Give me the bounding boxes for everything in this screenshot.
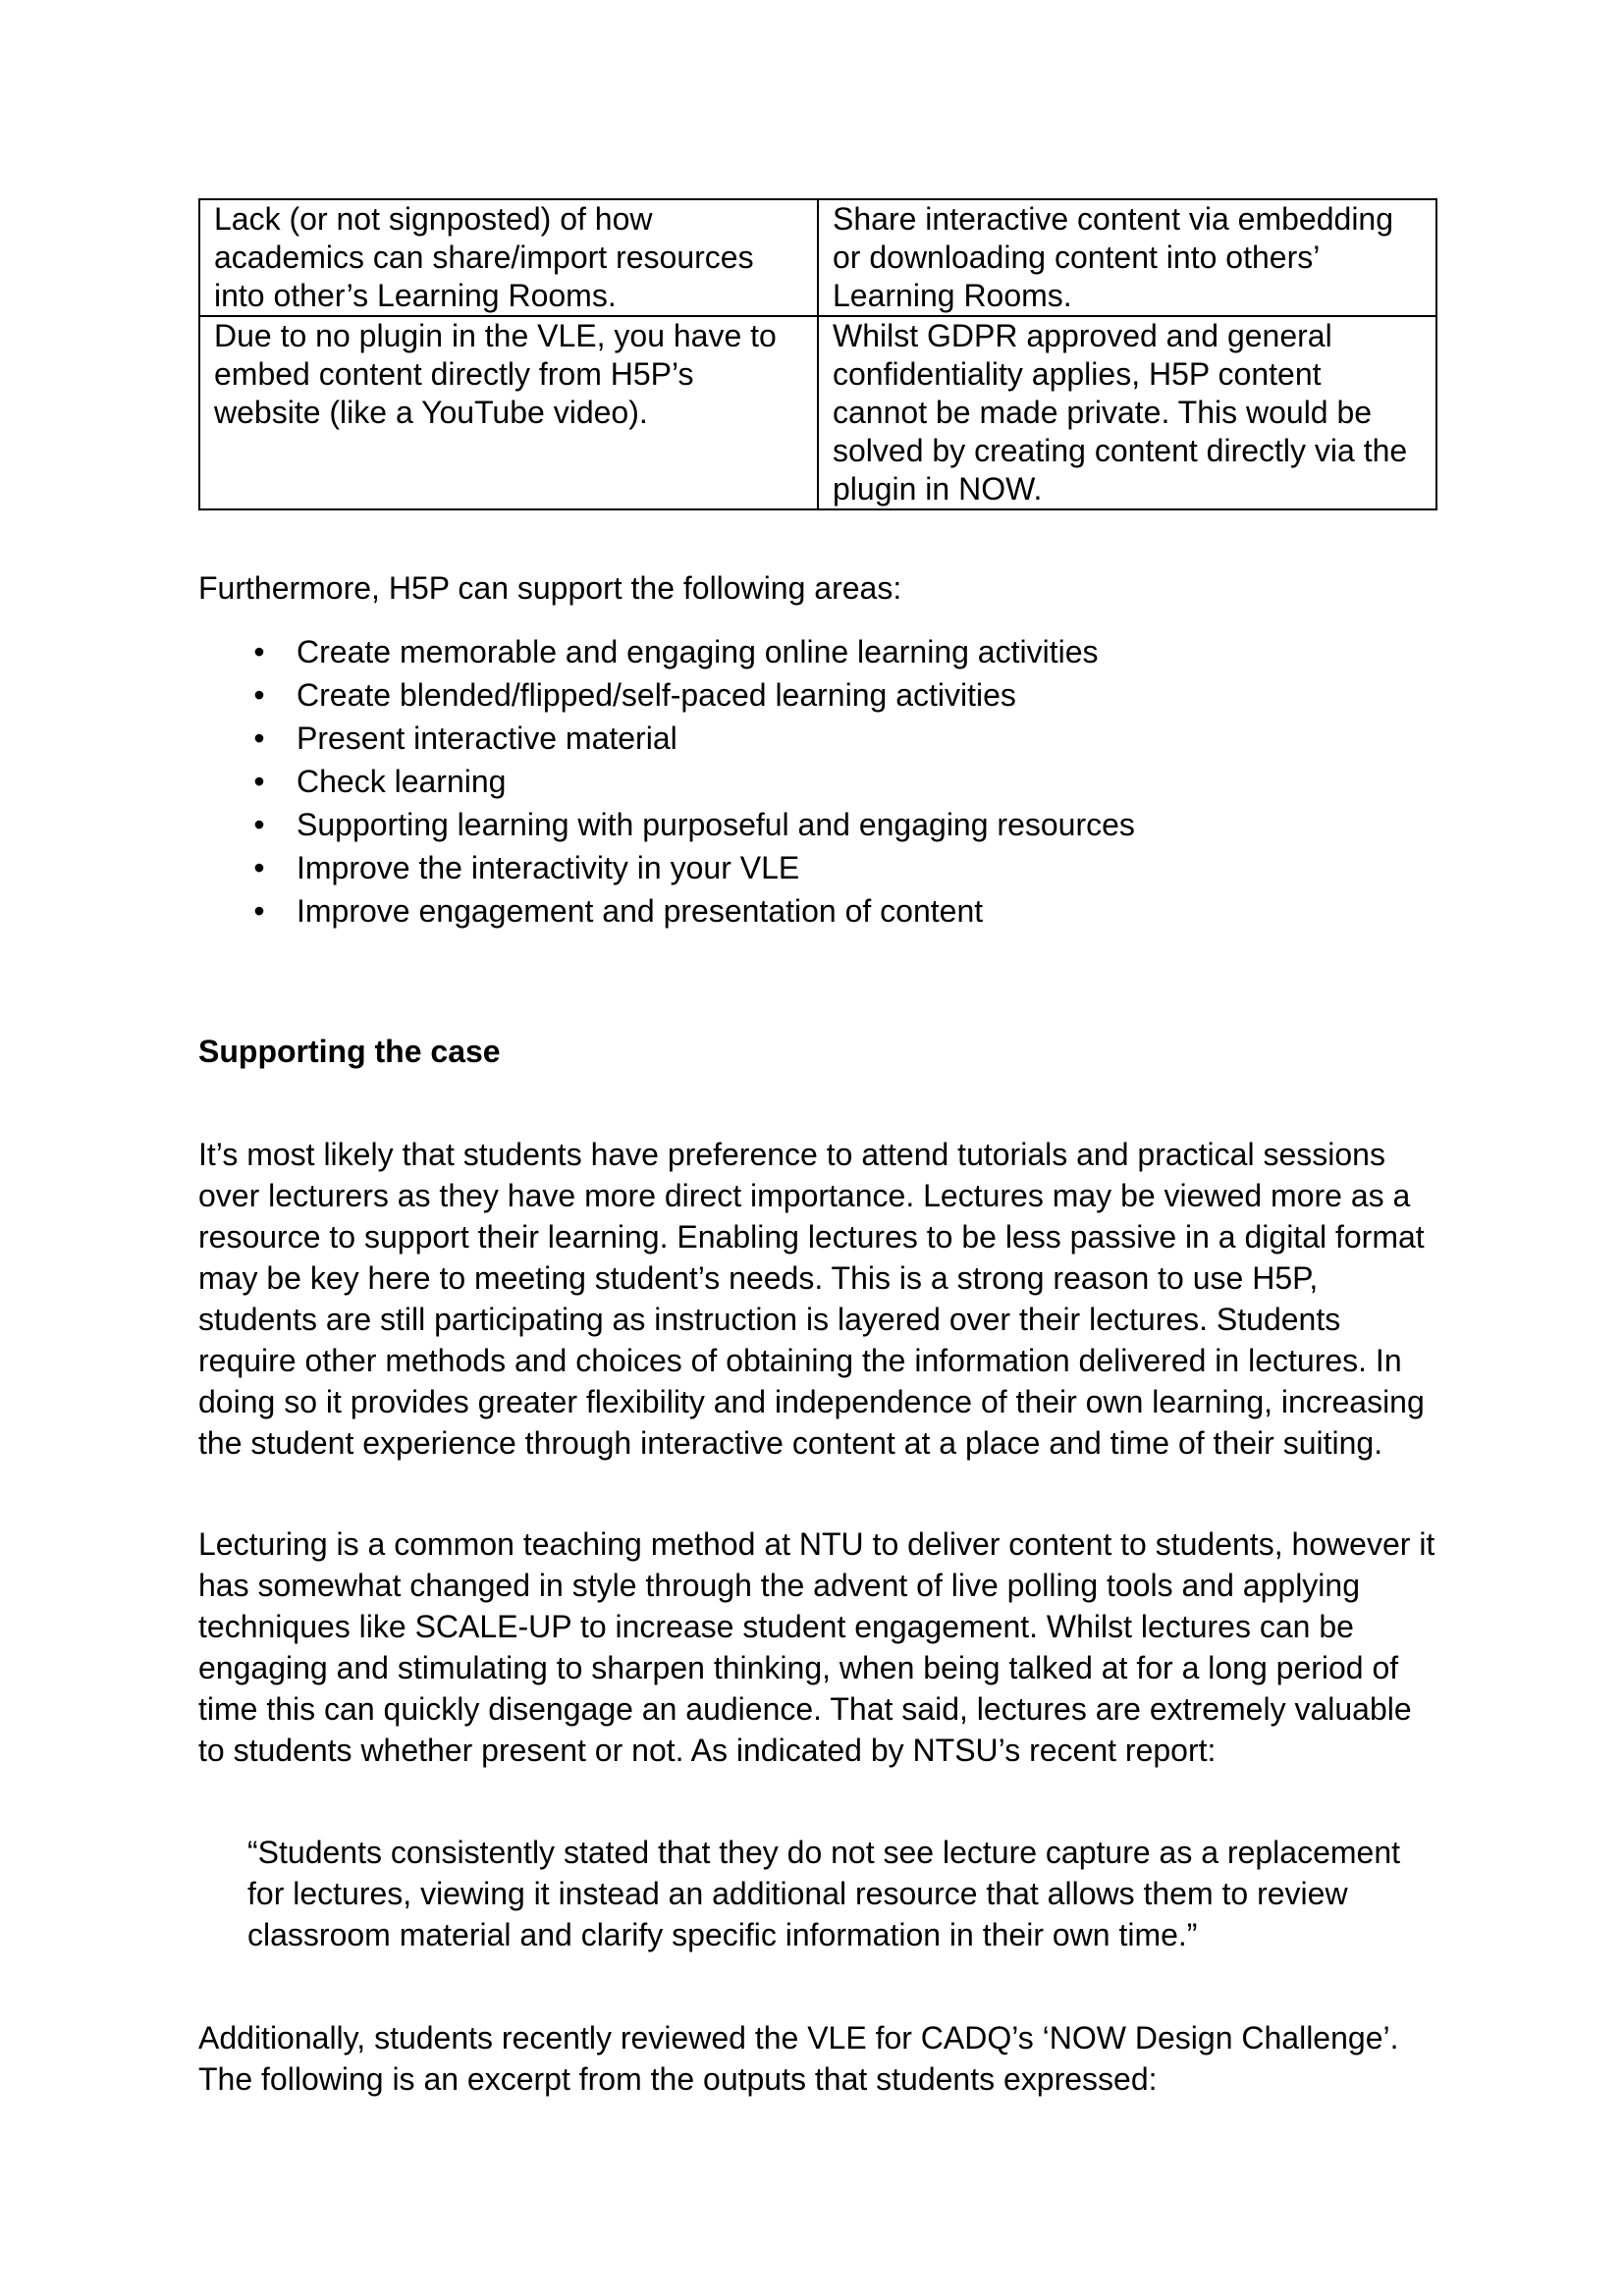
list-item-text: Present interactive material	[297, 721, 677, 756]
body-paragraph: It’s most likely that students have preference to attend tutorials and practical sessions over lecturers as they have more direct importance. Lectures may be viewed more as a resource to support their learning. Enabling lectures to be less passive in a digital format may be key here to meeting student’s needs. This is a strong reason to use H5P, students are still participating as instruction is layered over their lectures. Students require other methods and choices of obtaining the information delivered in lectures. In doing so it provides greater flexibility and independence of their own learning, increasing the student experience through interactive content at a place and time of their suiting.	[198, 1137, 1425, 1461]
table-cell-issue: Lack (or not signposted) of how academics can share/import resources into other’s Learning Rooms.	[199, 199, 818, 316]
list-item-text: Improve engagement and presentation of content	[297, 893, 984, 929]
list-item-text: Supporting learning with purposeful and engaging resources	[297, 807, 1135, 842]
list-item-text: Create memorable and engaging online learning activities	[297, 634, 1099, 669]
bullet-icon: •	[253, 721, 265, 756]
bullet-icon: •	[253, 634, 265, 669]
section-heading: Supporting the case	[198, 1034, 501, 1069]
list-item	[198, 760, 1377, 803]
table-cell-issue: Due to no plugin in the VLE, you have to embed content directly from H5P’s website (like a YouTube video).	[199, 316, 818, 509]
table-cell-solution: Share interactive content via embedding or downloading content into others’ Learning Rooms.	[818, 199, 1436, 316]
list-item	[198, 717, 1377, 760]
list-item	[198, 889, 1377, 933]
table-row	[199, 316, 1436, 509]
bullet-icon: •	[253, 807, 265, 842]
block-quote: “Students consistently stated that they do not see lecture capture as a replacement for lectures, viewing it instead an additional resource that allows them to review classroom material and clarify specific information in their own time.”	[247, 1835, 1401, 1952]
bullet-icon: •	[253, 677, 265, 713]
list-item	[198, 630, 1377, 673]
list-item-text: Create blended/flipped/self-paced learning activities	[297, 677, 1016, 713]
list-item	[198, 803, 1377, 846]
bullet-icon: •	[253, 893, 265, 929]
list-item-text: Check learning	[297, 764, 507, 799]
comparison-table	[198, 198, 1437, 510]
areas-list	[198, 630, 1377, 933]
table-row	[199, 199, 1436, 316]
bullet-icon: •	[253, 850, 265, 885]
table-cell-solution: Whilst GDPR approved and general confidentiality applies, H5P content cannot be made private. This would be solved by creating content directly via the plugin in NOW.	[818, 316, 1436, 509]
intro-paragraph: Furthermore, H5P can support the following areas:	[198, 570, 902, 606]
body-paragraph: Lecturing is a common teaching method at NTU to deliver content to students, however it has somewhat changed in style through the advent of live polling tools and applying techniques like SCALE-UP to increase student engagement. Whilst lectures can be engaging and stimulating to sharpen thinking, when being talked at for a long period of time this can quickly disengage an audience. That said, lectures are extremely valuable to students whether present or not. As indicated by NTSU’s recent report:	[198, 1526, 1435, 1768]
list-item	[198, 673, 1377, 717]
list-item-text: Improve the interactivity in your VLE	[297, 850, 800, 885]
list-item	[198, 846, 1377, 889]
bullet-icon: •	[253, 764, 265, 799]
body-paragraph: Additionally, students recently reviewed the VLE for CADQ’s ‘NOW Design Challenge’. The following is an excerpt from the outputs that students expressed:	[198, 2020, 1399, 2097]
